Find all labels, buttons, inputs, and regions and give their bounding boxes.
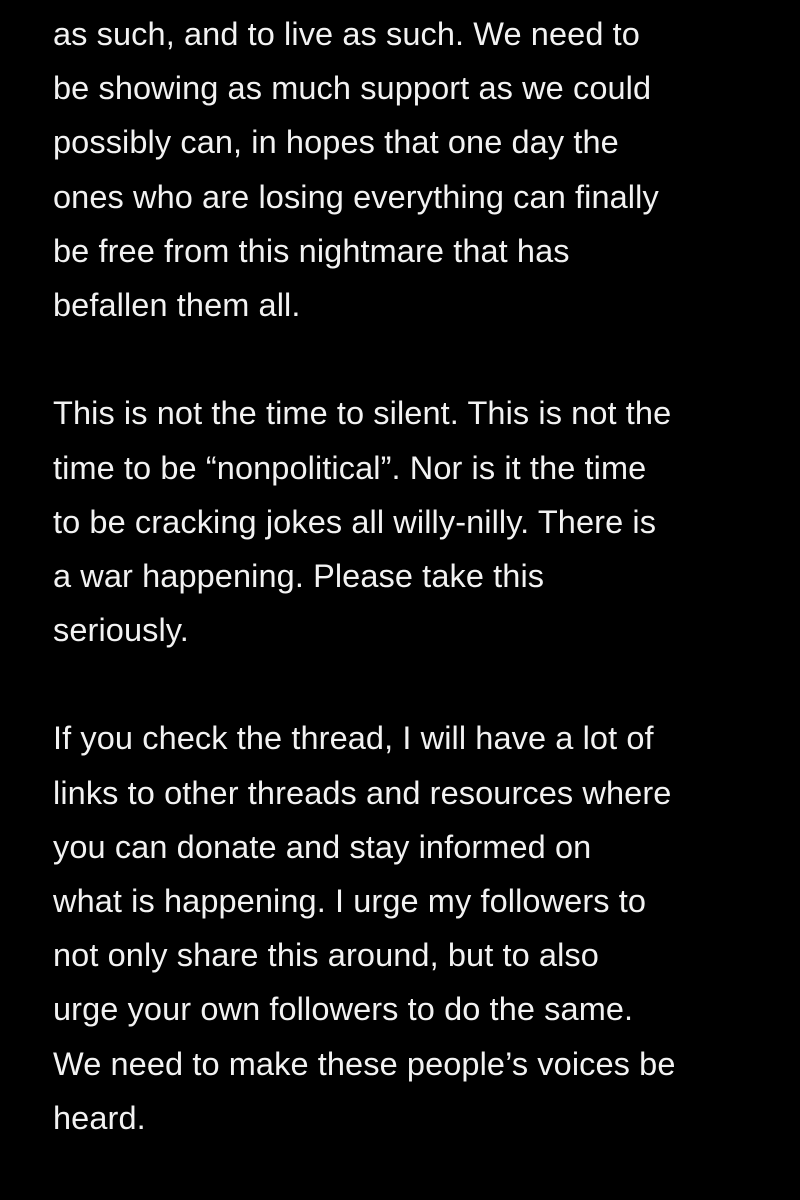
note-body xyxy=(53,7,788,1145)
text-line: you can donate and stay informed on xyxy=(53,828,592,865)
text-line: befallen them all. xyxy=(53,286,301,323)
text-line: heard. xyxy=(53,1099,146,1136)
text-line: be showing as much support as we could xyxy=(53,70,652,107)
text-line: urge your own followers to do the same. xyxy=(53,991,634,1028)
text-line: time to be “nonpolitical”. Nor is it the time xyxy=(53,449,647,486)
text-line: This is not the time to silent. This is not the xyxy=(53,395,672,432)
text-line: ones who are losing everything can finally xyxy=(53,178,659,215)
text-line: links to other threads and resources where xyxy=(53,774,672,811)
text-line: what is happening. I urge my followers to xyxy=(53,883,647,919)
text-line: If you check the thread, I will have a lot of xyxy=(53,720,654,757)
text-line: as such, and to live as such. We need to xyxy=(53,16,640,52)
text-line: not only share this around, but to also xyxy=(53,937,599,974)
paragraph-2 xyxy=(53,386,788,657)
text-line: be free from this nightmare that has xyxy=(53,232,570,269)
paragraph-spacer xyxy=(53,657,788,711)
paragraph-spacer xyxy=(53,332,788,386)
text-line: seriously. xyxy=(53,612,189,649)
text-line: possibly can, in hopes that one day the xyxy=(53,124,619,161)
text-line: a war happening. Please take this xyxy=(53,557,545,594)
text-line: We need to make these people’s voices be xyxy=(53,1045,676,1082)
paragraph-3 xyxy=(53,711,788,1145)
paragraph-1 xyxy=(53,7,788,332)
text-line: to be cracking jokes all willy-nilly. There is xyxy=(53,503,657,540)
